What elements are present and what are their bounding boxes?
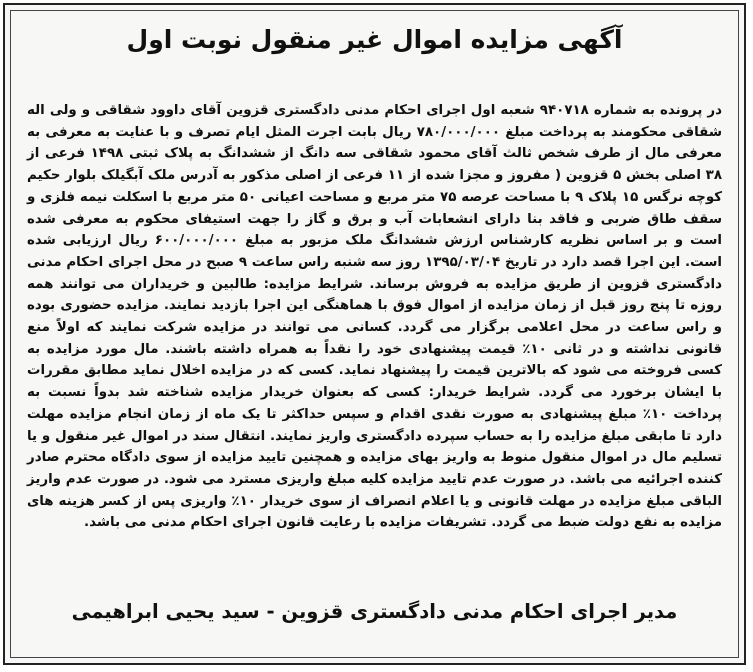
notice-title: آگهی مزایده اموال غیر منقول نوبت اول <box>126 25 623 54</box>
notice-signature: مدیر اجرای احکام مدنی دادگستری قزوین - سید یحیی ابراهیمی <box>71 600 678 623</box>
notice-body: در پرونده به شماره ۹۴۰۷۱۸ شعبه اول اجرای احکام مدنی دادگستری قزوین آقای داوود شقاقی و ولی اله شقاقی محکومند به پرداخت مبلغ ۷۸۰/۰۰۰/۰۰۰ ریال بابت اجرت المثل ایام تصرف و با عنایت به معرفی به معرفی مال از طرف شخص ثالث آقای محمود شقاقی سه دانگ از ششدانگ به پلاک ثبتی ۱۴۹۸ فرعی از ۳۸ اصلی بخش ۵ قزوین ( مفروز و مجزا شده از ۱۱ فرعی از اصلی مذکور به آدرس ملک آبگیلک بلوار حکیم کوچه نرگس ۱۵ پلاک ۹ با مساحت عرصه ۷۵ متر مربع و مساحت اعیانی ۵۰ متر مربع با اسکلت نیمه فلزی و سقف طاق ضربی و فاقد بنا دارای انشعابات آب و برق و گاز را جهت استیفای محکوم به معرفی شده است و بر اساس نظریه کارشناس ارزش ششدانگ ملک مزبور به مبلغ ۶۰۰/۰۰۰/۰۰۰ ریال ارزیابی شده است. این اجرا قصد دارد در تاریخ ۱۳۹۵/۰۳/۰۴ روز سه شنبه راس ساعت ۹ صبح در محل اجرای احکام مدنی دادگستری قزوین از طریق مزایده به فروش برساند. شرایط مزایده: طالبین و خریداران می توانند همه روزه تا پنج روز قبل از زمان مزایده از اموال فوق با هماهنگی این اجرا بازدید نمایند. مزایده حضوری بوده و راس ساعت در محل اعلامی برگزار می گردد. کسانی می توانند در مزایده شرکت نمایند که اولاً منع قانونی نداشته و در ثانی ۱۰٪ قیمت پیشنهادی خود را نقداً به همراه داشته باشند. مال مورد مزایده به کسی فروخته می شود که بالاترین قیمت را پیشنهاد نماید. کسی که در مزایده اخلال نماید مطابق مقررات با ایشان برخورد می گردد. شرایط خریدار: کسی که بعنوان خریدار مزایده شناخته شد بدواً نسبت به پرداخت ۱۰٪ مبلغ پیشنهادی به صورت نقدی اقدام و سپس حداکثر تا یک ماه از زمان انجام مزایده مهلت دارد تا مابقی مبلغ مزایده را به حساب سپرده دادگستری واریز نمایند. انتقال سند در اموال غیر منقول و یا تسلیم مال در اموال منقول منوط به واریز بهای مزایده و همچنین تایید مزایده از سوی دادگاه محترم صادر کننده اجرائیه می باشد. در صورت عدم تایید مزایده کلیه مبلغ واریزی مسترد می شود. در صورت عدم واریز الباقی مبلغ مزایده در مهلت قانونی و یا اعلام انصراف از سوی خریدار ۱۰٪ واریزی پس از کسر هزینه های مزایده به نفع دولت ضبط می گردد. تشریفات مزایده با رعایت قانون اجرای احکام مدنی می باشد. <box>27 103 723 531</box>
notice-frame <box>3 3 746 665</box>
